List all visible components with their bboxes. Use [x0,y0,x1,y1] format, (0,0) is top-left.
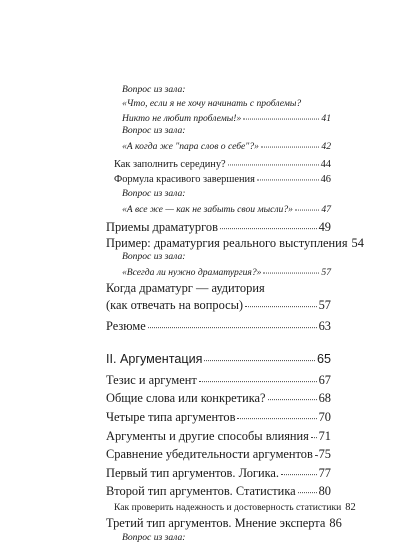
toc-section-entry[interactable] [106,351,331,366]
toc-entry-title: Общие слова или конкретика? [106,391,266,406]
toc-entry-title: Пример: драматургия реального выступления [106,236,348,251]
toc-entry-title: Как заполнить середину? [114,159,226,171]
page-number: 75 [318,447,331,462]
leader-dots [228,155,319,165]
leader-dots [261,138,319,148]
toc-entry[interactable] [122,139,331,152]
toc-entry[interactable] [114,157,331,170]
leader-dots [315,444,317,456]
leader-dots [199,370,317,382]
page-number: 41 [321,112,331,124]
toc-entry[interactable] [106,465,331,481]
toc-entry[interactable] [106,219,331,235]
toc-entry[interactable] [106,428,331,444]
toc-question-text: «А все же — как не забыть свои мысли?» [122,203,293,215]
toc-entry[interactable] [106,446,331,462]
toc-question-label: Вопрос из зала: [122,125,186,136]
page-number: 65 [316,352,331,367]
toc-question-text: Никто не любит проблемы!» [122,112,242,124]
toc-entry[interactable] [106,318,331,334]
leader-dots [204,349,315,361]
toc-entry-title: Четыре типа аргументов [106,410,236,425]
toc-entry[interactable] [106,297,331,313]
page-number: 54 [351,236,364,251]
toc-question-label: Вопрос из зала: [122,532,186,543]
page-number: 57 [321,266,331,278]
toc-entry-title: Когда драматург — аудитория [106,281,265,295]
toc-entry[interactable] [122,202,331,215]
page-number: 70 [318,410,331,425]
toc-entry[interactable] [122,265,331,278]
toc-entry[interactable] [106,235,364,251]
toc-entry[interactable] [106,515,342,531]
toc-entry[interactable] [106,390,331,406]
page-number: 46 [320,174,331,186]
toc-entry-title: Как проверить надежность и достоверность статистики [114,502,342,514]
toc-question-text: «Всегда ли нужно драматургия?» [122,266,262,278]
leader-dots [298,481,317,493]
page-number: 80 [318,484,331,499]
page-number: 57 [318,298,331,313]
page-number: 47 [321,203,331,215]
page-number: 63 [318,319,331,334]
page-number: 67 [318,373,331,388]
toc-entry[interactable] [122,111,331,124]
toc-entry-title: Аргументы и другие способы влияния [106,429,309,444]
page-number: 44 [320,159,331,171]
page-number: 77 [318,466,331,481]
leader-dots [237,407,316,419]
toc-entry[interactable] [114,172,331,185]
toc-entry[interactable] [114,500,356,514]
toc-entry-title: Сравнение убедительности аргументов [106,447,313,462]
toc-question-text: «Что, если я не хочу начинать с проблемы? [122,98,302,109]
toc-entry-title: (как отвечать на вопросы) [106,298,244,313]
leader-dots [295,201,319,211]
toc-entry-title: Третий тип аргументов. Мнение эксперта [106,516,326,531]
toc-question-label: Вопрос из зала: [122,188,186,199]
toc-section-title: II. Аргументация [106,352,203,367]
toc-entry-title: Резюме [106,319,146,334]
leader-dots [311,426,317,438]
leader-dots [281,463,317,475]
toc-entry-title: Тезис и аргумент [106,373,197,388]
toc-entry[interactable] [106,372,331,388]
toc-question-label: Вопрос из зала: [122,84,186,95]
leader-dots [148,316,317,328]
leader-dots [245,295,317,307]
toc-entry-title: Второй тип аргументов. Статистика [106,484,296,499]
toc-entry-title: Формула красивого завершения [114,174,255,186]
leader-dots [263,264,319,274]
toc-entry[interactable] [106,409,331,425]
toc-entry[interactable] [106,483,331,499]
toc-question-label: Вопрос из зала: [122,251,186,262]
toc-entry-title: Первый тип аргументов. Логика. [106,466,280,481]
page-number: 42 [321,140,331,152]
page-number: 86 [329,516,342,531]
leader-dots [268,388,317,400]
page-number: 71 [318,429,331,444]
toc-entry-title: Приемы драматургов [106,220,218,235]
leader-dots [220,217,317,229]
toc-question-text: «А когда же "пара слов о себе"?» [122,140,259,152]
page-number: 49 [318,220,331,235]
leader-dots [257,170,319,180]
page-number: 82 [345,502,356,514]
leader-dots [243,110,319,120]
page-number: 68 [318,391,331,406]
